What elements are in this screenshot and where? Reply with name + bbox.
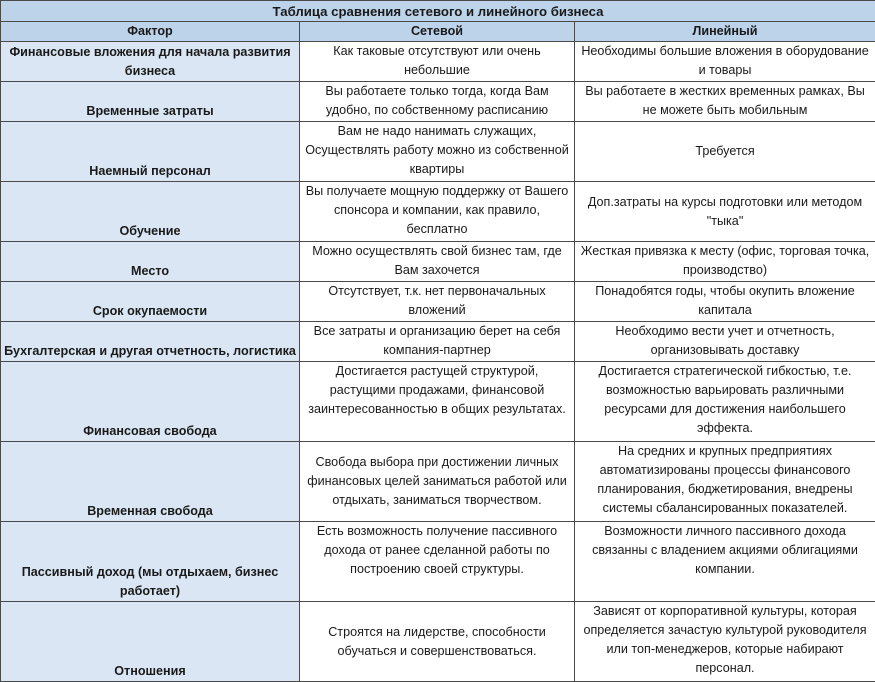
table-row	[1, 522, 875, 602]
linear-cell: Требуется	[575, 122, 875, 182]
network-cell: Строятся на лидерстве, способности обучаться и совершенствоваться.	[300, 602, 575, 682]
linear-cell: Необходимы большие вложения в оборудование и товары	[575, 42, 875, 82]
factor-cell: Срок окупаемости	[1, 282, 300, 322]
linear-cell: Вы работаете в жестких временных рамках, Вы не можете быть мобильным	[575, 82, 875, 122]
linear-cell: Зависят от корпоративной культуры, которая определяется зачастую культурой руководителя или топ-менеджеров, которые набирают персонал.	[575, 602, 875, 682]
network-cell: Вы получаете мощную поддержку от Вашего спонсора и компании, как правило, бесплатно	[300, 182, 575, 242]
table-row	[1, 322, 875, 362]
table-row	[1, 442, 875, 522]
network-cell: Свобода выбора при достижении личных финансовых целей заниматься работой или отдыхать, заниматься творчеством.	[300, 442, 575, 522]
factor-cell: Временная свобода	[1, 442, 300, 522]
factor-cell: Финансовая свобода	[1, 362, 300, 442]
table-row	[1, 602, 875, 682]
table-row	[1, 242, 875, 282]
header-row	[1, 22, 875, 42]
table-row	[1, 42, 875, 82]
network-cell: Вы работаете только тогда, когда Вам удобно, по собственному расписанию	[300, 82, 575, 122]
linear-cell: Достигается стратегической гибкостью, т.е. возможностью варьировать различными ресурсами для достижения наибольшего эффекта.	[575, 362, 875, 442]
linear-cell: Жесткая привязка к месту (офис, торговая точка, производство)	[575, 242, 875, 282]
linear-cell: Возможности личного пассивного дохода связанны с владением акциями облигациями компании.	[575, 522, 875, 602]
network-cell: Есть возможность получение пассивного дохода от ранее сделанной работы по построению своей структуры.	[300, 522, 575, 602]
network-cell: Достигается растущей структурой, растущими продажами, финансовой заинтересованностью в общих результатах.	[300, 362, 575, 442]
table-row	[1, 362, 875, 442]
header-linear: Линейный	[575, 22, 875, 42]
factor-cell: Обучение	[1, 182, 300, 242]
table-row	[1, 82, 875, 122]
factor-cell: Пассивный доход (мы отдыхаем, бизнес работает)	[1, 522, 300, 602]
linear-cell: Доп.затраты на курсы подготовки или методом "тыка"	[575, 182, 875, 242]
table-title: Таблица сравнения сетевого и линейного бизнеса	[1, 1, 875, 22]
factor-cell: Отношения	[1, 602, 300, 682]
factor-cell: Временные затраты	[1, 82, 300, 122]
network-cell: Все затраты и организацию берет на себя компания-партнер	[300, 322, 575, 362]
factor-cell: Бухгалтерская и другая отчетность, логистика	[1, 322, 300, 362]
linear-cell: На средних и крупных предприятиях автоматизированы процессы финансового планирования, бюджетирования, внедрены системы сбалансированных показателей.	[575, 442, 875, 522]
network-cell: Вам не надо нанимать служащих, Осуществлять работу можно из собственной квартиры	[300, 122, 575, 182]
network-cell: Можно осуществлять свой бизнес там, где Вам захочется	[300, 242, 575, 282]
header-network: Сетевой	[300, 22, 575, 42]
linear-cell: Понадобятся годы, чтобы окупить вложение капитала	[575, 282, 875, 322]
table-row	[1, 282, 875, 322]
table-row	[1, 122, 875, 182]
factor-cell: Наемный персонал	[1, 122, 300, 182]
network-cell: Отсутствует, т.к. нет первоначальных вложений	[300, 282, 575, 322]
table-row	[1, 182, 875, 242]
title-row	[1, 1, 875, 22]
linear-cell: Необходимо вести учет и отчетность, организовывать доставку	[575, 322, 875, 362]
header-factor: Фактор	[1, 22, 300, 42]
factor-cell: Место	[1, 242, 300, 282]
factor-cell: Финансовые вложения для начала развития бизнеса	[1, 42, 300, 82]
network-cell: Как таковые отсутствуют или очень небольшие	[300, 42, 575, 82]
